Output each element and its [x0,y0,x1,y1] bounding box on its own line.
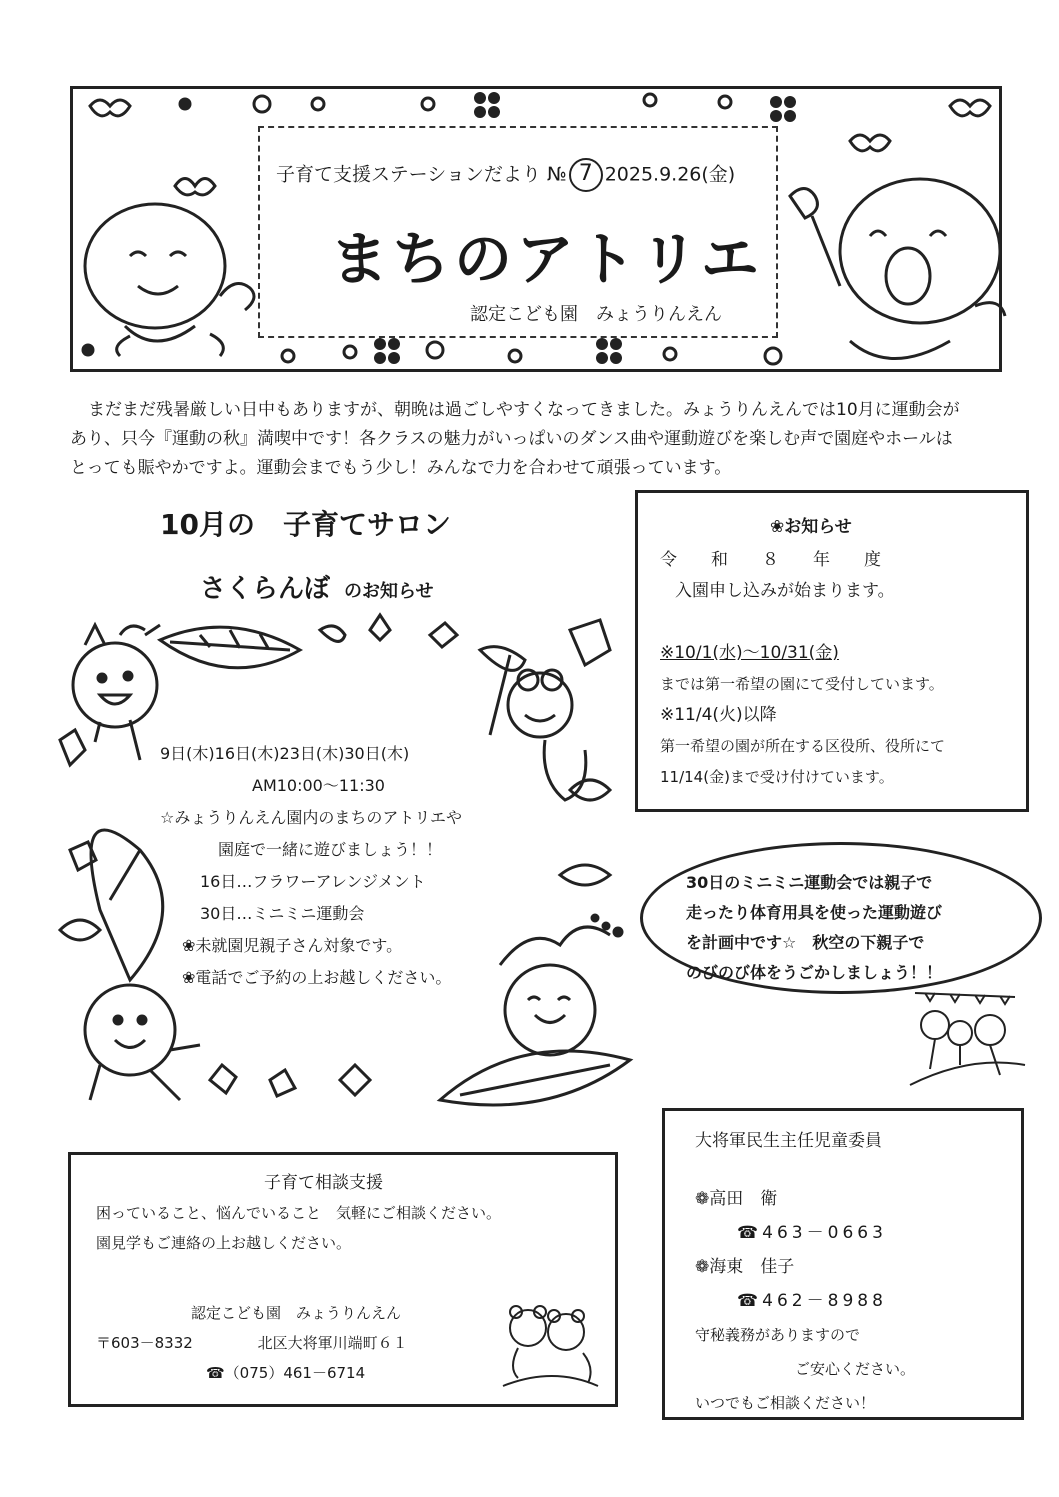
notice-period-note: 第一希望の園が所在する区役所、役所にて [660,737,946,755]
notice-line: 入園申し込みが始まります。 [675,581,895,601]
salon-place-line: 園庭で一緒に遊びましょう！！ [218,840,443,859]
contact-invitation: いつでもご相談ください！ [695,1394,876,1412]
notice-body [660,545,1010,793]
notice-period: ※11/4(火)以降 [660,705,777,725]
postal-code: 〒603－8332 [96,1334,193,1352]
consultation-title: 子育て相談支援 [264,1173,383,1193]
bubble-line: のびのび体をうごかしましょう！！ [686,963,943,982]
intro-line: あり、只今『運動の秋』満喫中です！各クラスの魅力がいっぱいのダンス曲や運動遊びを楽しむ声で園庭やホールは [70,429,953,449]
notice-period-note: までは第一希望の園にて受付しています。 [660,675,944,693]
salon-note: ❀電話でご予約の上お越しください。 [182,968,452,987]
salon-name: さくらんぼ [200,574,331,604]
salon-details [160,738,462,994]
newsletter-title: まちのアトリエ [330,225,763,293]
commissioner-name: ❁海東 佳子 [695,1257,795,1277]
issue-label: № [546,163,567,186]
consultation-phone: ☎（075）461－6714 [206,1364,366,1382]
salon-place-line: ☆みょうりんえん園内のまちのアトリエや [160,808,463,827]
consultation-line: 園見学もご連絡の上お越しください。 [96,1234,352,1252]
header-organization: 認定こども園 みょうりんえん [470,304,722,325]
salon-note: ❀未就園児親子さん対象です。 [182,936,403,955]
commissioner-name: ❁高田 衛 [695,1189,778,1209]
speech-bubble-text [686,868,942,988]
salon-time: AM10:00～11:30 [252,776,385,795]
header-subtitle: 子育て支援ステーションだより [276,163,541,186]
commissioners-title: 大将軍民生主任児童委員 [695,1131,882,1151]
issue-date: 2025.9.26(金) [604,163,736,186]
bubble-line: 30日のミニミニ運動会では親子で [686,873,933,892]
salon-name-row [200,568,433,605]
salon-event: 16日…フラワーアレンジメント [200,872,426,891]
commissioner-phone: ☎463－0663 [737,1223,887,1243]
confidentiality-note: ご安心ください。 [795,1360,916,1378]
consultation-address-row [96,1328,501,1358]
intro-paragraph [70,396,1010,483]
bubble-line: を計画中です☆ 秋空の下親子で [686,933,925,952]
running-children-illustration [905,985,1030,1090]
salon-heading: 10月の 子育てサロン [160,508,451,541]
salon-name-suffix: のお知らせ [344,581,434,602]
consultation-org: 認定こども園 みょうりんえん [191,1304,402,1322]
commissioner-phone: ☎462－8988 [737,1291,887,1311]
consultation-text [96,1168,501,1388]
notice-period-note: 11/14(金)まで受け付けています。 [660,768,894,786]
welfare-commissioners-text [695,1124,915,1420]
issue-number: 7 [569,158,603,192]
header-decoration [70,86,1002,372]
street-address: 北区大将軍川端町６１ [257,1334,408,1352]
salon-dates: 9日(木)16日(木)23日(木)30日(木) [160,744,410,763]
notice-title: ❀お知らせ [770,517,852,537]
notice-line: 令 和 ８ 年 度 [660,550,881,570]
salon-event: 30日…ミニミニ運動会 [200,904,365,923]
intro-line: とっても賑やかですよ。運動会までもう少し！みんなで力を合わせて頑張っています。 [70,458,732,478]
notice-period: ※10/1(水)～10/31(金) [660,643,839,663]
confidentiality-note: 守秘義務がありますので [695,1326,861,1344]
animals-illustration [498,1298,603,1393]
intro-line: まだまだ残暑厳しい日中もありますが、朝晩は過ごしやすくなってきました。みょうりんえんでは10月に運動会が [88,400,960,420]
bubble-line: 走ったり体育用具を使った運動遊び [686,903,943,922]
consultation-line: 困っていること、悩んでいること 気軽にご相談ください。 [96,1204,502,1222]
